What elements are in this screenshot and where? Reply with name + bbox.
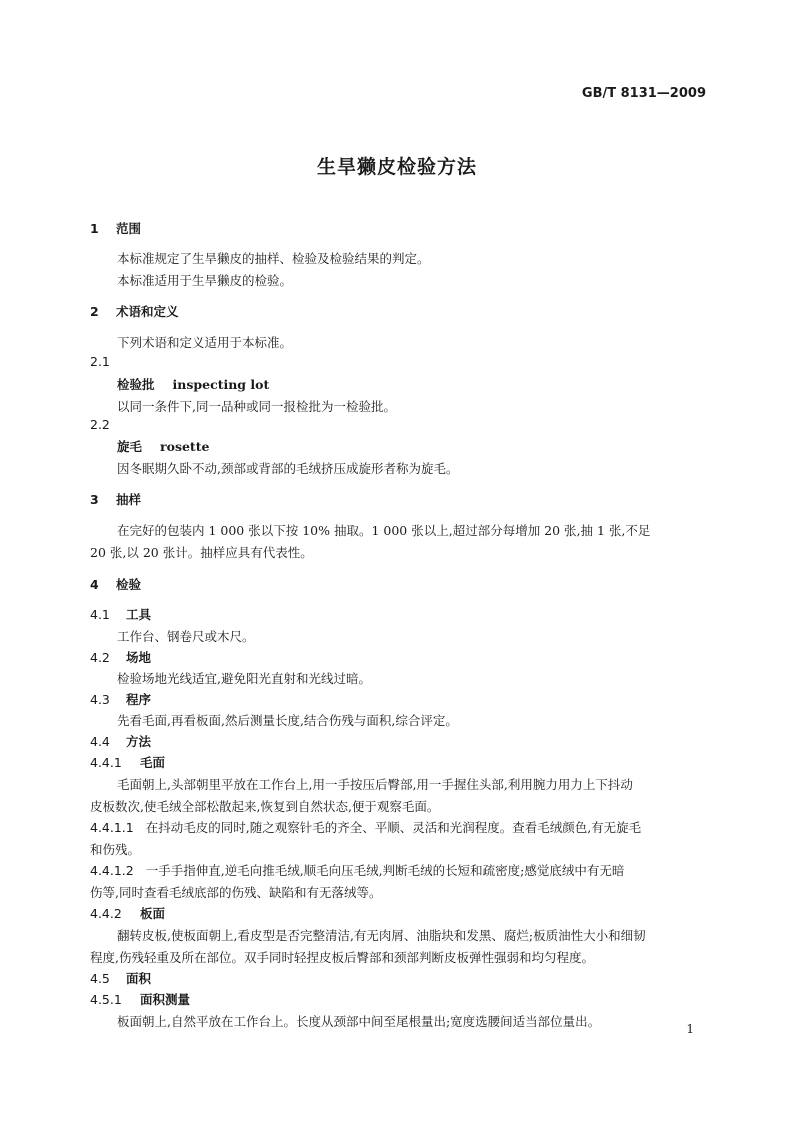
subsection-4-1-heading xyxy=(90,605,151,623)
section-title: 范围 xyxy=(116,221,142,236)
section-number: 4 xyxy=(90,577,99,592)
page-number: 1 xyxy=(686,1022,694,1036)
paragraph: 本标准规定了生旱獭皮的抽样、检验及检验结果的判定。 xyxy=(117,251,430,266)
subsection-4-4-2-heading xyxy=(90,904,165,922)
section-number: 3 xyxy=(90,492,99,507)
term-cn: 旋毛 xyxy=(117,439,143,454)
subsection-number: 4.4.1 xyxy=(90,755,122,770)
section-2-heading xyxy=(90,302,179,320)
subsection-title: 工具 xyxy=(126,607,152,622)
paragraph: 先看毛面,再看板面,然后测量长度,结合伤残与面积,综合评定。 xyxy=(117,713,458,728)
document-title: 生旱獭皮检验方法 xyxy=(316,156,477,178)
subsection-4-4-heading xyxy=(90,732,151,750)
term-definition: 因冬眠期久卧不动,颈部或背部的毛绒挤压成旋形者称为旋毛。 xyxy=(117,461,459,476)
subsection-title: 面积 xyxy=(126,971,152,986)
term-cn: 检验批 xyxy=(117,377,155,392)
section-title: 抽样 xyxy=(116,492,142,507)
subsection-number: 4.5 xyxy=(90,971,110,986)
subsection-number: 4.4 xyxy=(90,734,110,749)
paragraph: 毛面朝上,头部朝里平放在工作台上,用一手按压后臀部,用一手握住头部,利用腕力用力上下抖动 xyxy=(117,777,633,792)
subsection-number: 4.4.2 xyxy=(90,906,122,921)
subsection-title: 毛面 xyxy=(140,755,166,770)
section-1-heading xyxy=(90,219,141,237)
standard-code: GB/T 8131—2009 xyxy=(581,86,706,101)
term-en: inspecting lot xyxy=(172,377,270,392)
subsection-4-5-1-heading xyxy=(90,990,190,1008)
paragraph: 皮板数次,使毛绒全部松散起来,恢复到自然状态,便于观察毛面。 xyxy=(90,799,440,814)
clause-number: 4.4.1.2 xyxy=(90,863,134,878)
subsection-title: 方法 xyxy=(126,734,152,749)
paragraph: 工作台、钢卷尺或木尺。 xyxy=(117,629,255,644)
paragraph: 20 张,以 20 张计。抽样应具有代表性。 xyxy=(90,545,313,560)
subsection-number: 4.2 xyxy=(90,650,110,665)
subsection-4-2-heading xyxy=(90,648,151,666)
subsection-number: 4.3 xyxy=(90,692,110,707)
section-title: 检验 xyxy=(116,577,142,592)
subsection-title: 场地 xyxy=(126,650,152,665)
term-number: 2.2 xyxy=(90,417,110,432)
term-2-1 xyxy=(117,375,269,393)
subsection-4-4-1-heading xyxy=(90,753,165,771)
section-number: 1 xyxy=(90,221,99,236)
term-number: 2.1 xyxy=(90,354,110,369)
paragraph: 在完好的包装内 1 000 张以下按 10% 抽取。1 000 张以上,超过部分每增加 20 张,抽 1 张,不足 xyxy=(117,523,651,538)
clause-text: 在抖动毛皮的同时,随之观察针毛的齐全、平顺、灵活和光润程度。查看毛绒颜色,有无旋毛 xyxy=(145,820,642,835)
section-3-heading xyxy=(90,490,141,508)
term-definition: 以同一条件下,同一品种或同一报检批为一检验批。 xyxy=(117,399,396,414)
paragraph: 本标准适用于生旱獭皮的检验。 xyxy=(117,273,293,288)
subsection-title: 程序 xyxy=(126,692,152,707)
paragraph: 检验场地光线适宜,避免阳光直射和光线过暗。 xyxy=(117,671,371,686)
paragraph: 伤等,同时查看毛绒底部的伤残、缺陷和有无落绒等。 xyxy=(90,885,382,900)
term-en: rosette xyxy=(160,439,210,454)
clause-4-4-1-1 xyxy=(90,818,641,836)
paragraph: 下列术语和定义适用于本标准。 xyxy=(117,335,293,350)
paragraph: 和伤残。 xyxy=(90,842,141,857)
term-2-2 xyxy=(117,437,209,455)
paragraph: 翻转皮板,使板面朝上,看皮型是否完整清洁,有无肉屑、油脂块和发黑、腐烂;板质油性大小和细韧 xyxy=(117,928,646,943)
subsection-4-3-heading xyxy=(90,690,151,708)
subsection-number: 4.1 xyxy=(90,607,110,622)
section-number: 2 xyxy=(90,304,99,319)
subsection-number: 4.5.1 xyxy=(90,992,122,1007)
section-4-heading xyxy=(90,575,141,593)
subsection-title: 板面 xyxy=(140,906,166,921)
subsection-title: 面积测量 xyxy=(140,992,191,1007)
subsection-4-5-heading xyxy=(90,969,151,987)
clause-text: 一手手指伸直,逆毛向推毛绒,顺毛向压毛绒,判断毛绒的长短和疏密度;感觉底绒中有无暗 xyxy=(145,863,625,878)
clause-4-4-1-2 xyxy=(90,861,624,879)
paragraph: 板面朝上,自然平放在工作台上。长度从颈部中间至尾根量出;宽度选腰间适当部位量出。 xyxy=(117,1014,601,1029)
clause-number: 4.4.1.1 xyxy=(90,820,134,835)
section-title: 术语和定义 xyxy=(116,304,179,319)
paragraph: 程度,伤残轻重及所在部位。双手同时轻捏皮板后臀部和颈部判断皮板弹性强弱和均匀程度。 xyxy=(90,950,594,965)
